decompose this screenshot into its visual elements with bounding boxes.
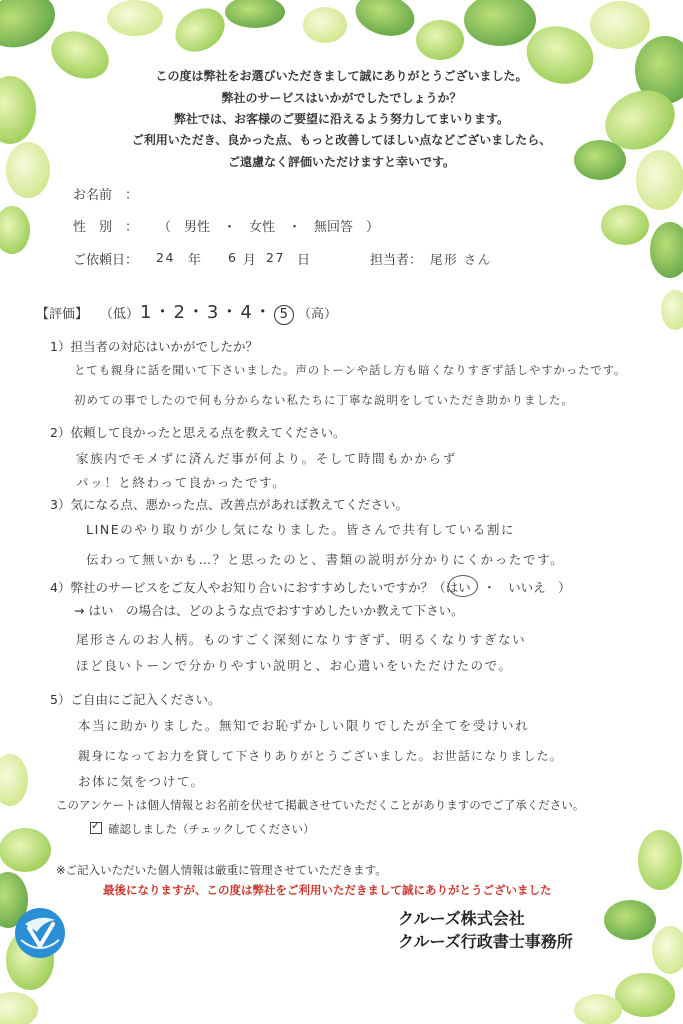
date-label: ご依頼日： [73, 253, 139, 268]
answer-5-line-1: 本当に助かりました。無知でお恥ずかしい限りでしたが全てを受けいれ [78, 718, 530, 733]
rating-numbers: 1・2・3・4・ [140, 302, 274, 323]
staff-value: 尾形 さん [430, 252, 492, 267]
answer-5-line-2: 親身になってお力を貸して下さりありがとうございました。お世話になりました。 [78, 749, 563, 763]
question-2: 2）依頼して良かったと思える点を教えてください。 [50, 425, 346, 440]
staff-label: 担当者： [370, 253, 423, 268]
answer-4-line-2: ほど良いトーンで分かりやすい説明と、お心遣いをいただけたので。 [76, 658, 513, 673]
yes-circle-mark [448, 575, 478, 597]
answer-4-line-1: 尾形さんのお人柄。ものすごく深刻になりすぎず、明るくなりすぎない [76, 632, 527, 647]
date-year: 24 [156, 250, 176, 265]
answer-3-line-2: 伝わって無いかも…？と思ったのと、書類の説明が分かりにくかったです。 [86, 552, 565, 567]
publication-notice: このアンケートは個人情報とお名前を伏せて掲載させていただくことがありますのでご了承ください。 [56, 798, 585, 812]
name-label: お名前 ： [73, 188, 139, 203]
answer-3-line-1: LINEのやり取りが少し気になりました。皆さんで共有している割に [86, 522, 516, 537]
rating-label: 【評価】 [36, 307, 89, 322]
confirm-checkbox[interactable] [90, 822, 102, 834]
intro-line-1: この度は弊社をお選びいただきまして誠にありがとうございました。 [155, 69, 528, 83]
question-3: 3）気になる点、悪かった点、改善点があれば教えてください。 [50, 497, 408, 512]
privacy-note: ※ご記入いただいた個人情報は厳重に管理させていただきます。 [56, 863, 387, 877]
question-5: 5）ご自由にご記入ください。 [50, 692, 221, 707]
rating-high: （高） [298, 307, 338, 322]
answer-2-line-2: パッ！と終わって良かったです。 [76, 475, 287, 490]
answer-5-line-3: お体に気をつけて。 [78, 774, 205, 789]
intro-line-3: 弊社では、お客様のご要望に沿えるよう努力してまいります。 [173, 112, 510, 126]
rating-selected: 5 [274, 305, 294, 325]
intro-line-2: 弊社のサービスはいかがでしたでしょうか？ [221, 91, 462, 105]
answer-1-line-1: とても親身に話を聞いて下さいました。声のトーンや話し方も暗くなりすぎず話しやすかったです。 [74, 363, 627, 377]
intro-line-5: ご遠慮なく評価いただけますと幸いです。 [227, 155, 456, 169]
company-logo-icon [13, 906, 67, 960]
company-name-1: クルーズ株式会社 [398, 909, 525, 928]
question-4: 4）弊社のサービスをご友人やお知り合いにおすすめしたいですか？（はい ・ いいえ ） [50, 580, 571, 595]
rating-scale [140, 298, 294, 325]
gender-label: 性 別 ： [73, 220, 139, 235]
gender-options: （ 男性 ・ 女性 ・ 無回答 ） [158, 220, 380, 235]
month-unit: 月 [243, 253, 257, 268]
company-name-2: クルーズ行政書士事務所 [398, 932, 573, 951]
question-4-note: → はい の場合は、どのような点でおすすめしたいか教えて下さい。 [74, 603, 464, 618]
rating-low: （低） [100, 307, 140, 322]
closing-thanks: 最後になりますが、この度は弊社をご利用いただきまして誠にありがとうございました [103, 883, 552, 897]
intro-line-4: ご利用いただき、良かった点、もっと改善してほしい点などございましたら、 [131, 133, 552, 147]
date-month: 6 [228, 250, 238, 265]
year-unit: 年 [188, 253, 202, 268]
answer-2-line-1: 家族内でモメずに済んだ事が何より。そして時間もかからず [76, 451, 457, 466]
confirm-label: 確認しました（チェックしてください） [108, 822, 315, 836]
confirm-row[interactable] [90, 821, 315, 837]
answer-1-line-2: 初めての事でしたので何も分からない私たちに丁寧な説明をしていただき助かりました。 [74, 393, 574, 407]
question-1: 1）担当者の対応はいかがでしたか？ [50, 339, 258, 354]
day-unit: 日 [297, 253, 311, 268]
date-day: 27 [266, 250, 286, 265]
